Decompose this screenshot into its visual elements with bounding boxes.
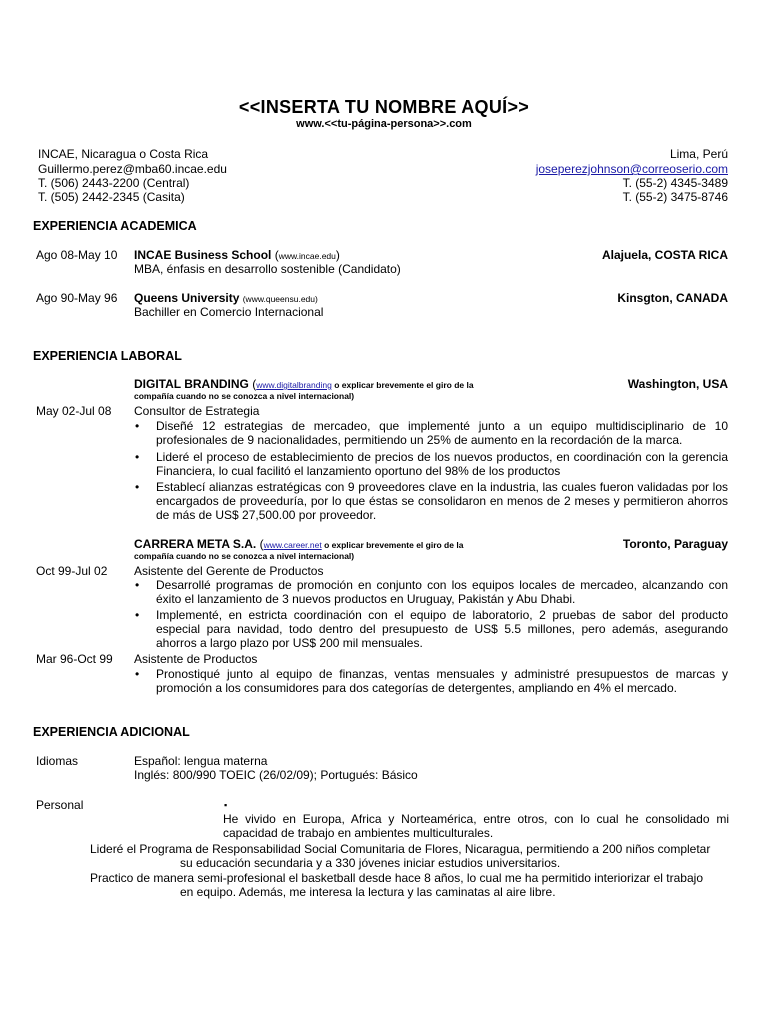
contact-email-link[interactable]: joseperezjohnson@correoserio.com: [535, 162, 728, 176]
academic-location: Kinsgton, CANADA: [617, 291, 728, 305]
academic-degree: MBA, énfasis en desarrollo sostenible (Candidato): [134, 262, 401, 276]
job-bullet-text: Establecí alianzas estratégicas con 9 proveedores clave en la industria, las cuales fueron validadas por los encargados de proveeduría, por lo que éstas se consolidaron en menos de 2 meses y permitieron ahorros de más de US$ 27,500.00 por proveedor.: [156, 480, 728, 522]
school-name: Queens University: [134, 291, 240, 305]
job-role: Asistente de Productos: [134, 652, 258, 666]
academic-degree: Bachiller en Comercio Internacional: [134, 305, 324, 319]
contact-city: Lima, Perú: [669, 147, 728, 161]
academic-school-line: [134, 291, 318, 306]
bullet-icon: ▪: [224, 800, 228, 810]
academic-location: Alajuela, COSTA RICA: [601, 248, 728, 262]
job-dates: Oct 99-Jul 02: [36, 564, 108, 578]
contact-email[interactable]: Guillermo.perez@mba60.incae.edu: [38, 162, 227, 176]
personal-line: Practico de manera semi-profesional el basketball desde hace 8 años, lo cual me ha permitido interiorizar el trabajo: [90, 871, 703, 885]
company-name: CARRERA META S.A.: [134, 537, 257, 551]
job-role: Consultor de Estrategia: [134, 404, 260, 418]
school-url-close: ): [335, 248, 340, 262]
contact-phone-1: T. (55-2) 4345-3489: [622, 176, 728, 190]
bullet-icon: •: [135, 578, 140, 592]
company-paren: (: [256, 537, 264, 551]
bullet-icon: •: [135, 450, 140, 464]
personal-line: su educación secundaria y a 330 jóvenes iniciar estudios universitarios.: [180, 856, 561, 870]
personal-label: Personal: [36, 798, 84, 812]
personal-paragraph: He vivido en Europa, Africa y Norteamérica, entre otros, con lo cual he consolidado mi capacidad de trabajo en ambientes multiculturales.: [223, 812, 729, 840]
candidate-name: <<INSERTA TU NOMBRE AQUÍ>>: [238, 97, 530, 117]
company-header: [134, 537, 463, 552]
company-link[interactable]: www.digitalbranding: [256, 380, 332, 390]
academic-school-line: [134, 248, 340, 263]
company-note: o explicar brevemente el giro de la: [321, 540, 464, 550]
school-url[interactable]: www.incae.edu: [278, 251, 336, 261]
contact-phone-2: T. (55-2) 3475-8746: [622, 190, 728, 204]
company-name: DIGITAL BRANDING: [134, 377, 249, 391]
academic-dates: Ago 08-May 10: [36, 248, 118, 262]
languages-label: Idiomas: [36, 754, 79, 768]
bullet-icon: •: [135, 419, 140, 433]
school-name: INCAE Business School: [134, 248, 272, 262]
company-note: o explicar brevemente el giro de la: [331, 380, 474, 390]
job-bullet-text: Pronostiqué junto al equipo de finanzas, ventas mensuales y administré presupuestos de marcas y promoción a los consumidores para dos categorías de detergentes, ampliando en 4% el mercado.: [156, 667, 728, 695]
school-url-open: (: [271, 248, 279, 262]
company-header: [134, 377, 474, 392]
job-role: Asistente del Gerente de Productos: [134, 564, 324, 578]
company-note-line2: compañía cuando no se conozca a nivel internacional): [134, 391, 355, 401]
job-bullet-text: Diseñé 12 estrategias de mercadeo, que implementé junto a un equipo multidisciplinario de 10 profesionales de 9 nacionalidades, permitiendo un 25% de aumento en la recordación de la marca.: [156, 419, 728, 447]
company-paren: (: [248, 377, 257, 391]
section-title-additional: EXPERIENCIA ADICIONAL: [33, 725, 190, 739]
job-bullet-text: Desarrollé programas de promoción en conjunto con los equipos locales de mercadeo, alcanzando con éxito el lanzamiento de 3 nuevos productos en Uruguay, Pakistán y Abu Dhabi.: [156, 578, 728, 606]
languages-line: Español: lengua materna: [134, 754, 268, 768]
bullet-icon: •: [135, 667, 140, 681]
school-url[interactable]: (www.queensu.edu): [242, 294, 318, 304]
section-title-academic: EXPERIENCIA ACADEMICA: [33, 219, 197, 233]
company-location: Washington, USA: [627, 377, 728, 391]
contact-phone-casita: T. (505) 2442-2345 (Casita): [38, 190, 185, 204]
academic-dates: Ago 90-May 96: [36, 291, 118, 305]
personal-line: en equipo. Además, me interesa la lectura y las caminatas al aire libre.: [180, 885, 556, 899]
bullet-icon: •: [135, 480, 140, 494]
contact-phone-central: T. (506) 2443-2200 (Central): [38, 176, 190, 190]
personal-website[interactable]: www.<<tu-página-persona>>.com: [296, 118, 472, 130]
contact-address: INCAE, Nicaragua o Costa Rica: [38, 147, 209, 161]
company-location: Toronto, Paraguay: [622, 537, 728, 551]
job-bullet-text: Lideré el proceso de establecimiento de precios de los nuevos productos, en coordinación con la gerencia Financiera, lo cual facilitó el lanzamiento oportuno del 98% de los productos: [156, 450, 728, 478]
languages-line: Inglés: 800/990 TOEIC (26/02/09); Portugués: Básico: [134, 768, 418, 782]
personal-line: Lideré el Programa de Responsabilidad Social Comunitaria de Flores, Nicaragua, permitiendo a 200 niños completar: [90, 842, 711, 856]
job-dates: May 02-Jul 08: [36, 404, 112, 418]
section-title-work: EXPERIENCIA LABORAL: [33, 349, 182, 363]
company-link[interactable]: www.career.net: [263, 540, 322, 550]
bullet-icon: •: [135, 608, 140, 622]
job-dates: Mar 96-Oct 99: [36, 652, 113, 666]
company-note-line2: compañía cuando no se conozca a nivel internacional): [134, 551, 355, 561]
job-bullet-text: Implementé, en estricta coordinación con el equipo de laboratorio, 2 pruebas de sabor del producto especial para navidad, todo dentro del presupuesto de US$ 5.5 millones, pero además, asegurando ahorros a largo plazo por US$ 200 mil mensuales.: [156, 608, 728, 650]
